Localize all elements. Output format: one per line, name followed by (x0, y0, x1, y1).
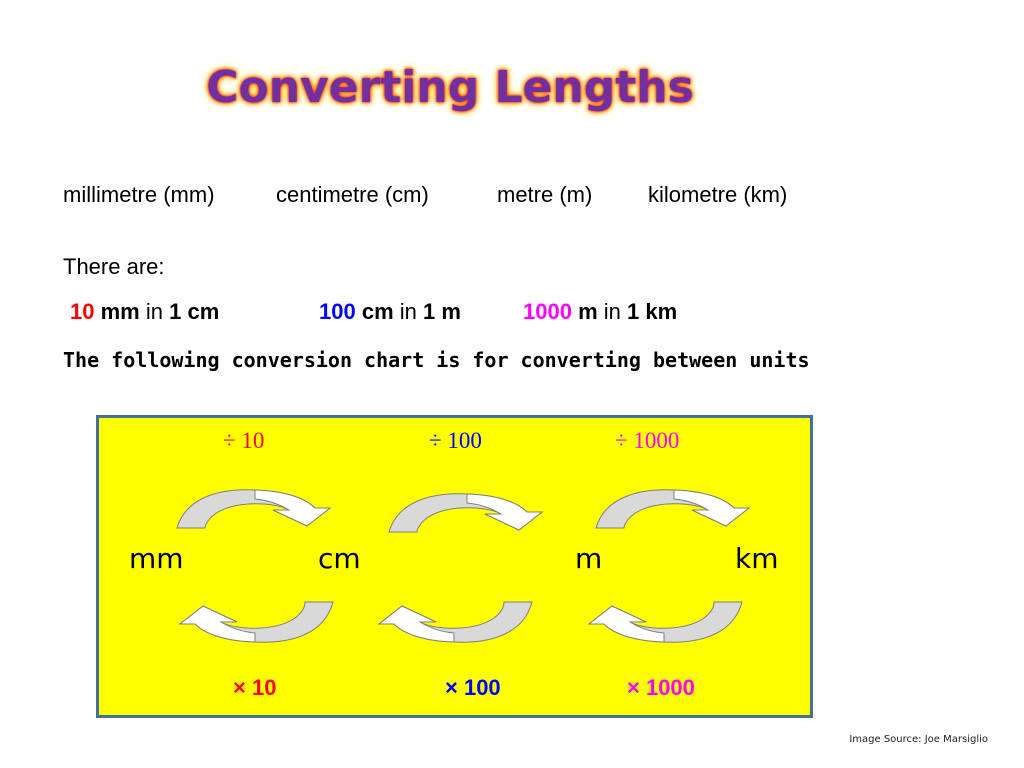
arrow-m-to-cm-icon (371, 598, 537, 646)
divide-100-label: ÷ 100 (429, 428, 482, 453)
multiply-10-label: × 10 (233, 675, 277, 700)
unit-mm: mm (129, 542, 184, 575)
fact3-in: in (603, 299, 621, 324)
fact3-target: 1 km (627, 299, 678, 324)
unit-metre: metre (m) (497, 182, 593, 207)
arrow-km-to-m-icon (581, 598, 747, 646)
fact2-in: in (399, 299, 417, 324)
unit-m: m (575, 542, 603, 575)
unit-km: km (735, 542, 779, 575)
multiply-100-label: × 100 (445, 675, 501, 700)
fact1-unit: mm (100, 299, 140, 324)
fact-cm-m (319, 299, 461, 325)
fact-mm-cm (70, 299, 219, 325)
unit-cm: cm (318, 542, 361, 575)
unit-centimetre: centimetre (cm) (276, 182, 429, 207)
fact2-number: 100 (319, 299, 356, 324)
arrow-mm-to-cm-icon (175, 486, 335, 536)
fact2-target: 1 m (423, 299, 461, 324)
unit-kilometre: kilometre (km) (648, 182, 788, 207)
image-source-credit: Image Source: Joe Marsiglio (849, 734, 988, 745)
arrow-cm-to-mm-icon (175, 598, 335, 646)
conversion-chart (96, 415, 813, 718)
fact1-target: 1 cm (169, 299, 220, 324)
arrow-cm-to-m-icon (385, 490, 549, 540)
multiply-1000-label: × 1000 (627, 675, 695, 700)
fact1-in: in (145, 299, 163, 324)
fact3-number: 1000 (523, 299, 572, 324)
unit-millimetre: millimetre (mm) (63, 182, 215, 207)
divide-10-label: ÷ 10 (223, 428, 265, 453)
fact2-unit: cm (361, 299, 394, 324)
divide-1000-label: ÷ 1000 (615, 428, 680, 453)
arrow-m-to-km-icon (593, 486, 755, 536)
there-are-label: There are: (63, 254, 165, 279)
slide-title: Converting Lengths (206, 62, 694, 113)
fact1-number: 10 (70, 299, 95, 324)
fact-m-km (523, 299, 677, 325)
chart-description: The following conversion chart is for converting between units (63, 348, 810, 372)
fact3-unit: m (578, 299, 598, 324)
